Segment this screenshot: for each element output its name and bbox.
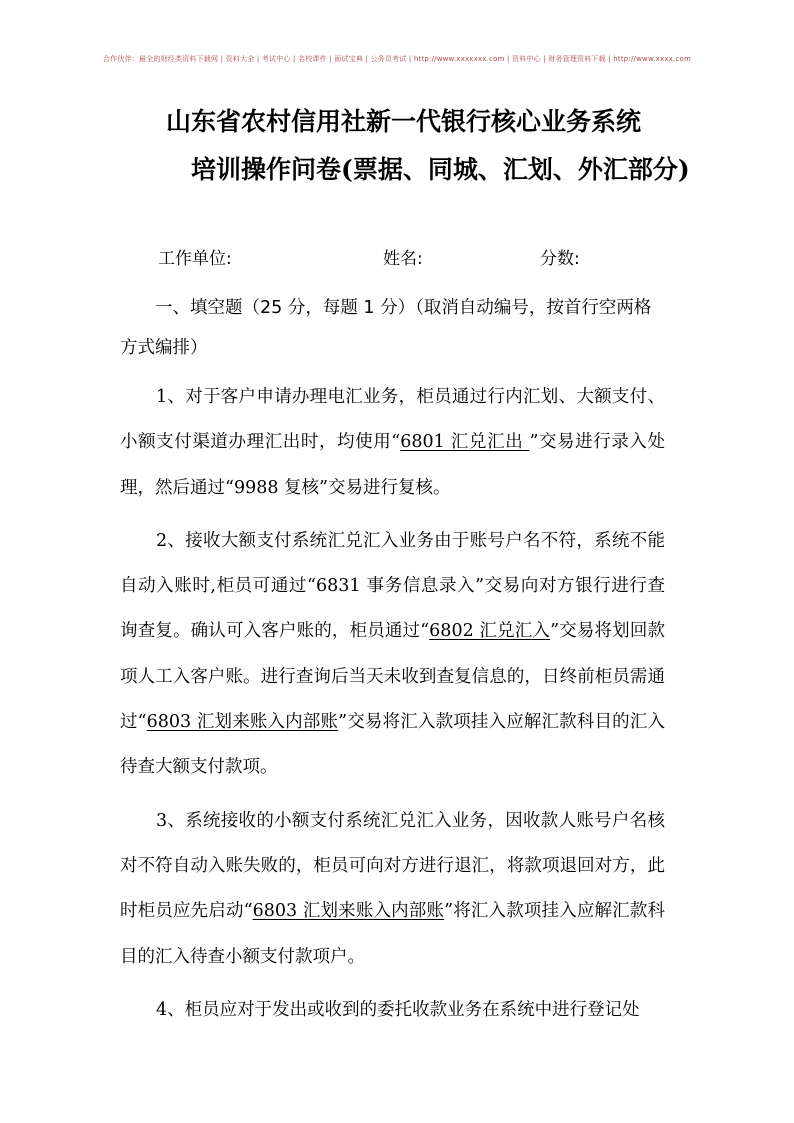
q2-text-b: ”交易将划回款项人工入客户账。进行查询后当天未收到查复信息的，日终前柜员需通过“ (120, 621, 665, 733)
question-2 (120, 519, 665, 791)
q1-text-b: ”交易进行录入处理，然后通过“9988 复核”交易进行复核。 (120, 432, 665, 498)
header-watermark-text: 合作伙伴：最全的财经类资料下载网 | 资料大全 | 考试中心 | 名校课件 | 面试宝典 | 公务员考试 | http://www.xxxxxxx.com | 资料中心 | 财务管理资料下载 | http://www.xxxx.com (103, 55, 691, 63)
q2-text-c: ”交易将汇入款项挂入应解汇款科目的汇入待查大额支付款项。 (120, 712, 665, 778)
q1-answer-1: 6801 汇兑汇出 (400, 432, 530, 453)
question-body (120, 375, 665, 1041)
q2-text-a: 2、接收大额支付系统汇兑汇入业务由于账号户名不符，系统不能自动入账时,柜员可通过“6831 事务信息录入”交易向对方银行进行查询查复。确认可入客户账的，柜员通过“ (120, 530, 665, 642)
name-label: 姓名: (383, 249, 423, 269)
q2-answer-2: 6803 汇划来账入内部账 (146, 712, 339, 733)
score-label: 分数: (540, 249, 580, 269)
question-1 (120, 375, 665, 511)
q3-text-a: 3、系统接收的小额支付系统汇兑汇入业务，因收款人账号户名核对不符自动入账失败的，柜员可向对方进行退汇，将款项退回对方，此时柜员应先启动“ (120, 810, 665, 922)
q1-text-a: 1、对于客户申请办理电汇业务，柜员通过行内汇划、大额支付、小额支付渠道办理汇出时，均使用“ (120, 387, 665, 453)
section-heading-line2: 方式编排） (120, 338, 208, 358)
question-3 (120, 799, 665, 980)
question-4 (120, 988, 665, 1033)
section-heading (120, 288, 665, 368)
q4-text-a: 4、柜员应对于发出或收到的委托收款业务在系统中进行登记处 (156, 999, 640, 1020)
section-heading-line1: 一、填空题（25 分，每题 1 分）（取消自动编号，按首行空两格 (155, 298, 652, 318)
q3-text-b: ”将汇入款项挂入应解汇款科目的汇入待查小额支付款项户。 (120, 901, 665, 967)
unit-label: 工作单位: (158, 249, 232, 269)
document-title-line2: 培训操作问卷(票据、同城、汇划、外汇部分) (191, 155, 690, 184)
q3-answer-1: 6803 汇划来账入内部账 (252, 901, 445, 922)
document-title-line1: 山东省农村信用社新一代银行核心业务系统 (166, 107, 642, 136)
q2-answer-1: 6802 汇兑汇入 (429, 621, 551, 642)
